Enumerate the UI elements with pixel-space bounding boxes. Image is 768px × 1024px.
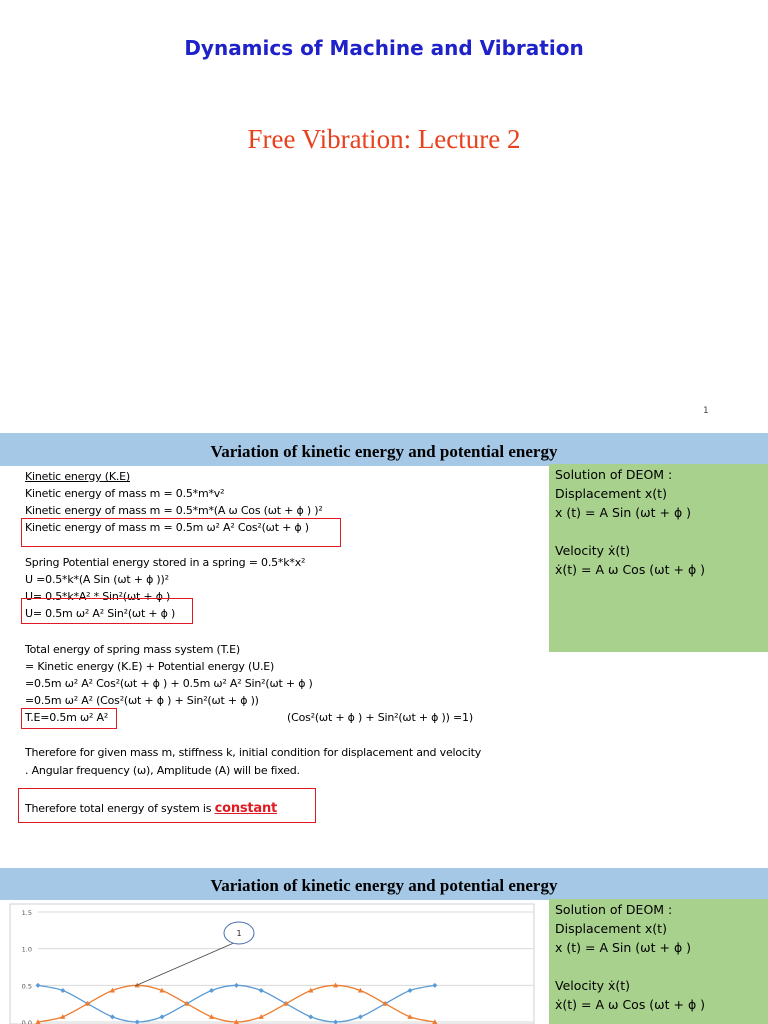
te-line-3: =0.5m ω² A² Cos²(ωt + ϕ ) + 0.5m ω² A² Sin²(ωt + ϕ ) xyxy=(25,677,313,690)
te-line-4: =0.5m ω² A² (Cos²(ωt + ϕ ) + Sin²(ωt + ϕ )) xyxy=(25,694,259,707)
pe-line-4: U= 0.5m ω² A² Sin²(ωt + ϕ ) xyxy=(25,607,176,620)
chart-frame xyxy=(10,904,534,1024)
displacement-label: Displacement x(t) xyxy=(555,921,667,936)
page-number: 1 xyxy=(703,406,709,416)
solution-title: Solution of DEOM : xyxy=(555,467,673,482)
constant-word: constant xyxy=(214,801,278,816)
pe-highlight-box xyxy=(21,598,193,624)
ke-line-3: Kinetic energy of mass m = 0.5m ω² A² Cos²(ωt + ϕ ) xyxy=(25,521,309,534)
ke-heading: Kinetic energy (K.E) xyxy=(25,470,130,483)
velocity-equation: ẋ(t) = A ω Cos (ωt + ϕ ) xyxy=(555,997,706,1012)
te-identity-note: (Cos²(ωt + ϕ ) + Sin²(ωt + ϕ )) =1) xyxy=(287,711,473,724)
callout-label: 1 xyxy=(236,929,242,938)
conclusion-highlight-box xyxy=(18,788,316,823)
ke-highlight-box xyxy=(21,518,341,547)
te-line-5: T.E=0.5m ω² A² xyxy=(25,711,109,724)
solution-box xyxy=(549,899,768,1024)
y-tick-label: 0.5 xyxy=(21,982,32,991)
displacement-equation: x (t) = A Sin (ωt + ϕ ) xyxy=(555,940,692,955)
fixed-line-1: Therefore for given mass m, stiffness k, initial condition for displacement and velocity xyxy=(25,746,482,759)
displacement-label: Displacement x(t) xyxy=(555,486,667,501)
displacement-equation: x (t) = A Sin (ωt + ϕ ) xyxy=(555,505,692,520)
fixed-line-2: . Angular frequency (ω), Amplitude (A) will be fixed. xyxy=(25,764,300,777)
pe-line-3: U= 0.5*k*A² * Sin²(ωt + ϕ ) xyxy=(25,590,171,603)
velocity-label: Velocity ẋ(t) xyxy=(555,543,631,558)
y-tick-label: 1.5 xyxy=(21,909,32,917)
energy-chart xyxy=(0,900,545,1024)
course-title: Dynamics of Machine and Vibration xyxy=(184,36,584,60)
y-tick-label: 1.0 xyxy=(21,945,32,954)
velocity-equation: ẋ(t) = A ω Cos (ωt + ϕ ) xyxy=(555,562,706,577)
pe-line-2: U =0.5*k*(A Sin (ωt + ϕ ))² xyxy=(25,573,169,586)
solution-title: Solution of DEOM : xyxy=(555,902,673,917)
solution-box xyxy=(549,464,768,652)
conclusion-text: Therefore total energy of system is xyxy=(25,802,215,815)
velocity-label: Velocity ẋ(t) xyxy=(555,978,631,993)
te-highlight-box xyxy=(21,708,117,729)
ke-line-1: Kinetic energy of mass m = 0.5*m*v² xyxy=(25,487,225,500)
te-line-1: Total energy of spring mass system (T.E) xyxy=(25,643,240,656)
ke-line-2: Kinetic energy of mass m = 0.5*m*(A ω Cos (ωt + ϕ ) )² xyxy=(25,504,323,517)
pe-line-1: Spring Potential energy stored in a spring = 0.5*k*x² xyxy=(25,556,306,569)
y-tick-label: 0.0 xyxy=(21,1019,32,1024)
te-line-2: = Kinetic energy (K.E) + Potential energy (U.E) xyxy=(25,660,275,673)
slide-header: Variation of kinetic energy and potential energy xyxy=(0,868,768,900)
lecture-title: Free Vibration: Lecture 2 xyxy=(247,124,521,154)
slide-header: Variation of kinetic energy and potential energy xyxy=(0,433,768,466)
